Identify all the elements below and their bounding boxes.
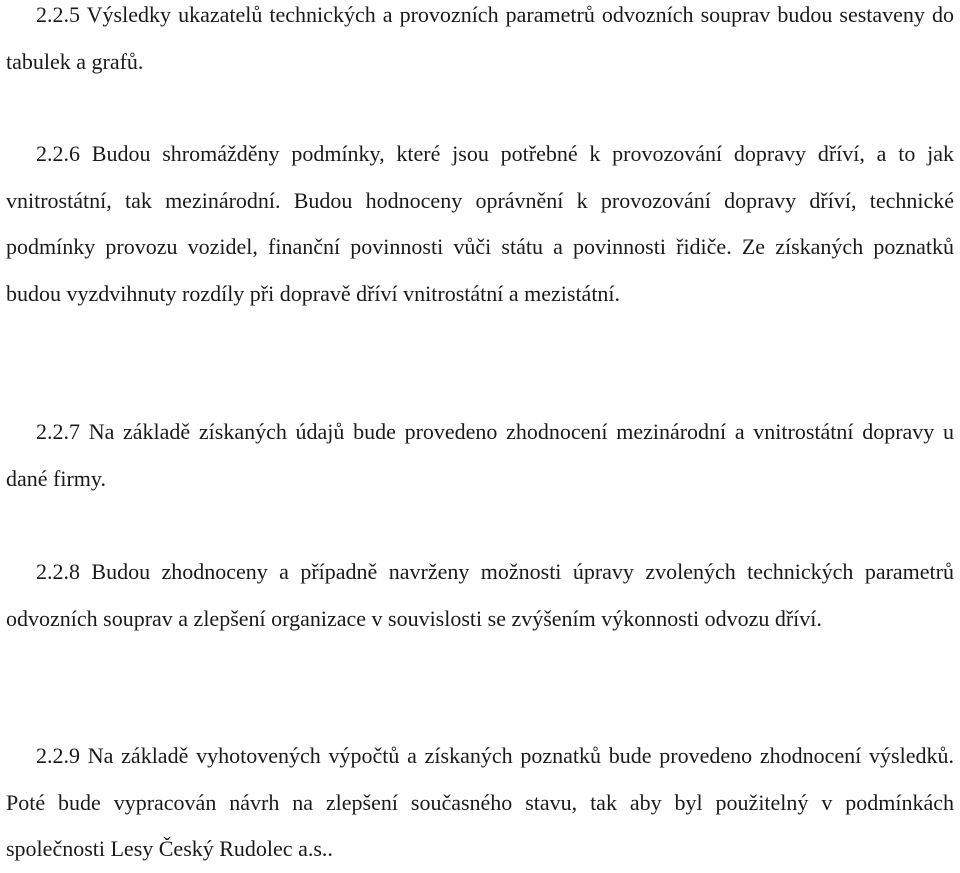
paragraph-2-2-9: 2.2.9 Na základě vyhotovených výpočtů a získaných poznatků bude provedeno zhodnocení výsledků. Poté bude vypracován návrh na zlepšení současného stavu, tak aby byl použitelný v podmínkách společnosti Lesy Český Rudolec a.s.. (6, 743, 954, 861)
paragraph-2-2-7: 2.2.7 Na základě získaných údajů bude provedeno zhodnocení mezinárodní a vnitrostátní dopravy u dané firmy. (6, 419, 954, 491)
paragraph-2-2-6: 2.2.6 Budou shromážděny podmínky, které jsou potřebné k provozování dopravy dříví, a to jak vnitrostátní, tak mezinárodní. Budou hodnoceny oprávnění k provozování dopravy dříví, technické podmínky provozu vozidel, finanční povinnosti vůči státu a povinnosti řidiče. Ze získaných poznatků budou vyzdvihnuty rozdíly při dopravě dříví vnitrostátní a mezistátní. (6, 141, 954, 306)
paragraph-2-2-5: 2.2.5 Výsledky ukazatelů technických a provozních parametrů odvozních souprav budou sestaveny do tabulek a grafů. (6, 2, 954, 74)
paragraph-2-2-8: 2.2.8 Budou zhodnoceny a případně navrženy možnosti úpravy zvolených technických parametrů odvozních souprav a zlepšení organizace v souvislosti se zvýšením výkonnosti odvozu dříví. (6, 559, 954, 631)
